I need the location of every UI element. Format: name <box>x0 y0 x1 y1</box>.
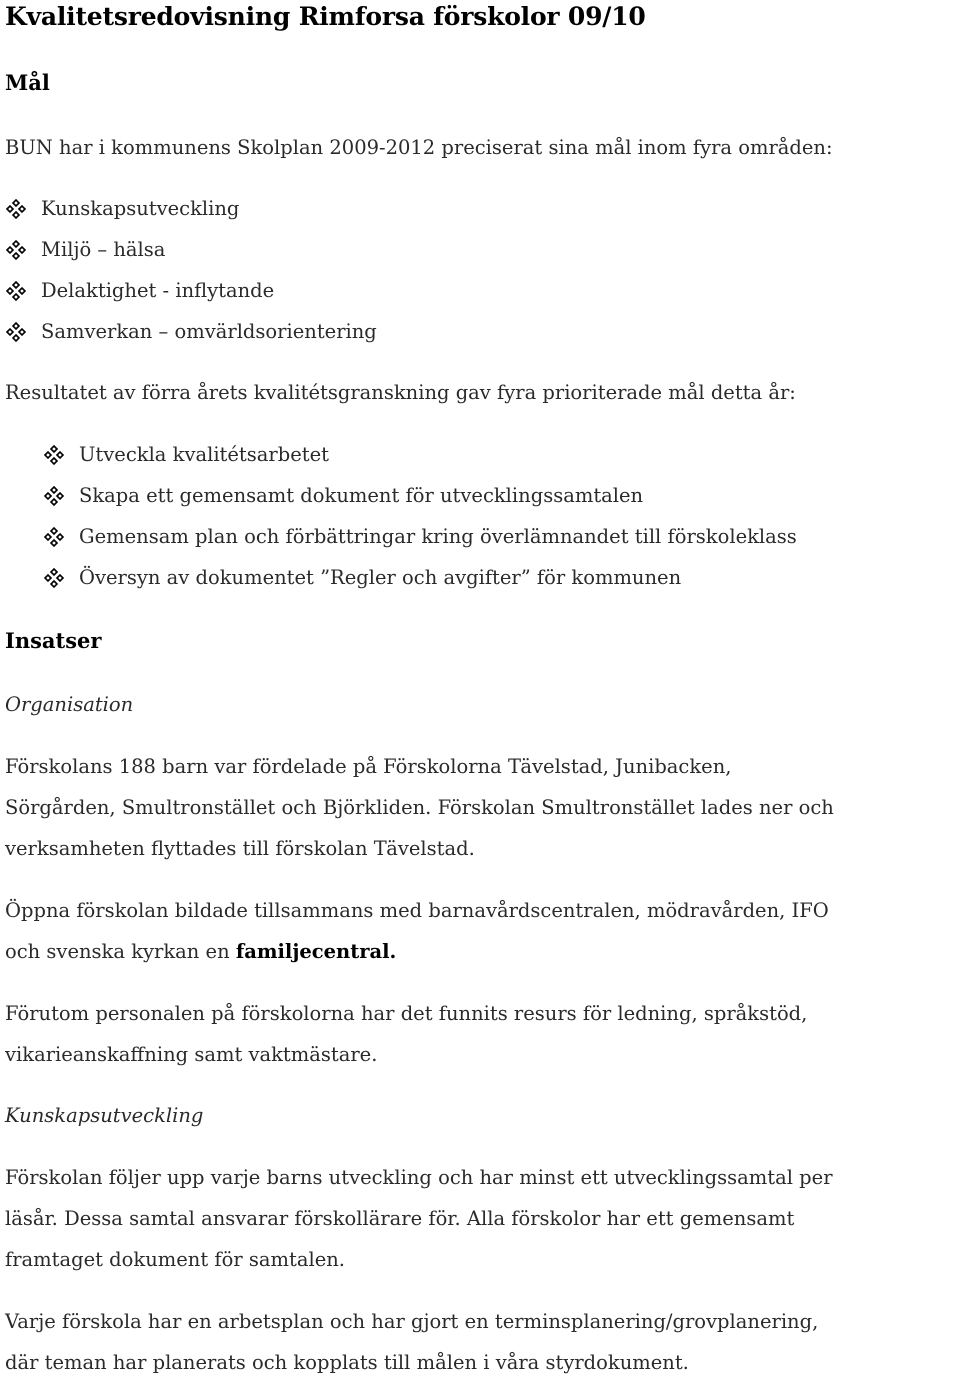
area-item <box>5 320 377 343</box>
organisation-p3-line: Förutom personalen på förskolorna har det funnits resurs för ledning, språkstöd, <box>5 1002 808 1025</box>
heading-insatser: Insatser <box>5 628 102 653</box>
result-intro: Resultatet av förra årets kvalitétsgranskning gav fyra prioriterade mål detta år: <box>5 381 796 404</box>
four-diamond-bullet-icon <box>43 485 65 507</box>
priority-label: Utveckla kvalitétsarbetet <box>79 443 329 466</box>
area-label: Delaktighet - inflytande <box>41 279 275 302</box>
kunskap-p2-line: Varje förskola har en arbetsplan och har gjort en terminsplanering/grovplanering, <box>5 1310 819 1333</box>
heading-mal: Mål <box>5 70 50 95</box>
organisation-p3-line: vikarieanskaffning samt vaktmästare. <box>5 1043 378 1066</box>
four-diamond-bullet-icon <box>5 239 27 261</box>
organisation-p2-line <box>5 940 396 963</box>
priority-item <box>43 443 329 466</box>
organisation-p1-line: verksamheten flyttades till förskolan Tävelstad. <box>5 837 475 860</box>
kunskap-p1-line: framtaget dokument för samtalen. <box>5 1248 345 1271</box>
organisation-p1-line: Sörgården, Smultronstället och Björkliden. Förskolan Smultronstället lades ner och <box>5 796 834 819</box>
subheading-organisation: Organisation <box>5 693 134 716</box>
kunskap-p1-line: Förskolan följer upp varje barns utveckling och har minst ett utvecklingssamtal per <box>5 1166 833 1189</box>
familjecentral-emphasis: familjecentral. <box>235 940 397 963</box>
subheading-kunskapsutveckling: Kunskapsutveckling <box>5 1104 204 1127</box>
four-diamond-bullet-icon <box>5 198 27 220</box>
priority-item <box>43 525 797 548</box>
priority-label: Gemensam plan och förbättringar kring överlämnandet till förskoleklass <box>79 525 797 548</box>
priority-item <box>43 566 681 589</box>
four-diamond-bullet-icon <box>5 321 27 343</box>
priority-item <box>43 484 643 507</box>
four-diamond-bullet-icon <box>43 526 65 548</box>
four-diamond-bullet-icon <box>5 280 27 302</box>
kunskap-p2-line: där teman har planerats och kopplats till målen i våra styrdokument. <box>5 1351 689 1374</box>
four-diamond-bullet-icon <box>43 444 65 466</box>
organisation-p2-line: Öppna förskolan bildade tillsammans med barnavårdscentralen, mödravården, IFO <box>5 899 829 922</box>
kunskap-p1-line: läsår. Dessa samtal ansvarar förskollärare för. Alla förskolor har ett gemensamt <box>5 1207 795 1230</box>
document-title: Kvalitetsredovisning Rimforsa förskolor 09/10 <box>5 2 646 31</box>
area-item <box>5 238 165 261</box>
priority-label: Översyn av dokumentet ”Regler och avgifter” för kommunen <box>79 566 682 589</box>
area-item <box>5 197 239 220</box>
mal-intro: BUN har i kommunens Skolplan 2009-2012 preciserat sina mål inom fyra områden: <box>5 136 833 159</box>
area-label: Kunskapsutveckling <box>41 197 240 220</box>
area-label: Miljö – hälsa <box>41 238 166 261</box>
area-label: Samverkan – omvärldsorientering <box>41 320 377 343</box>
four-diamond-bullet-icon <box>43 567 65 589</box>
area-item <box>5 279 274 302</box>
organisation-p1-line: Förskolans 188 barn var fördelade på Förskolorna Tävelstad, Junibacken, <box>5 755 732 778</box>
organisation-p2-text: och svenska kyrkan en <box>5 940 236 963</box>
priority-label: Skapa ett gemensamt dokument för utvecklingssamtalen <box>79 484 644 507</box>
